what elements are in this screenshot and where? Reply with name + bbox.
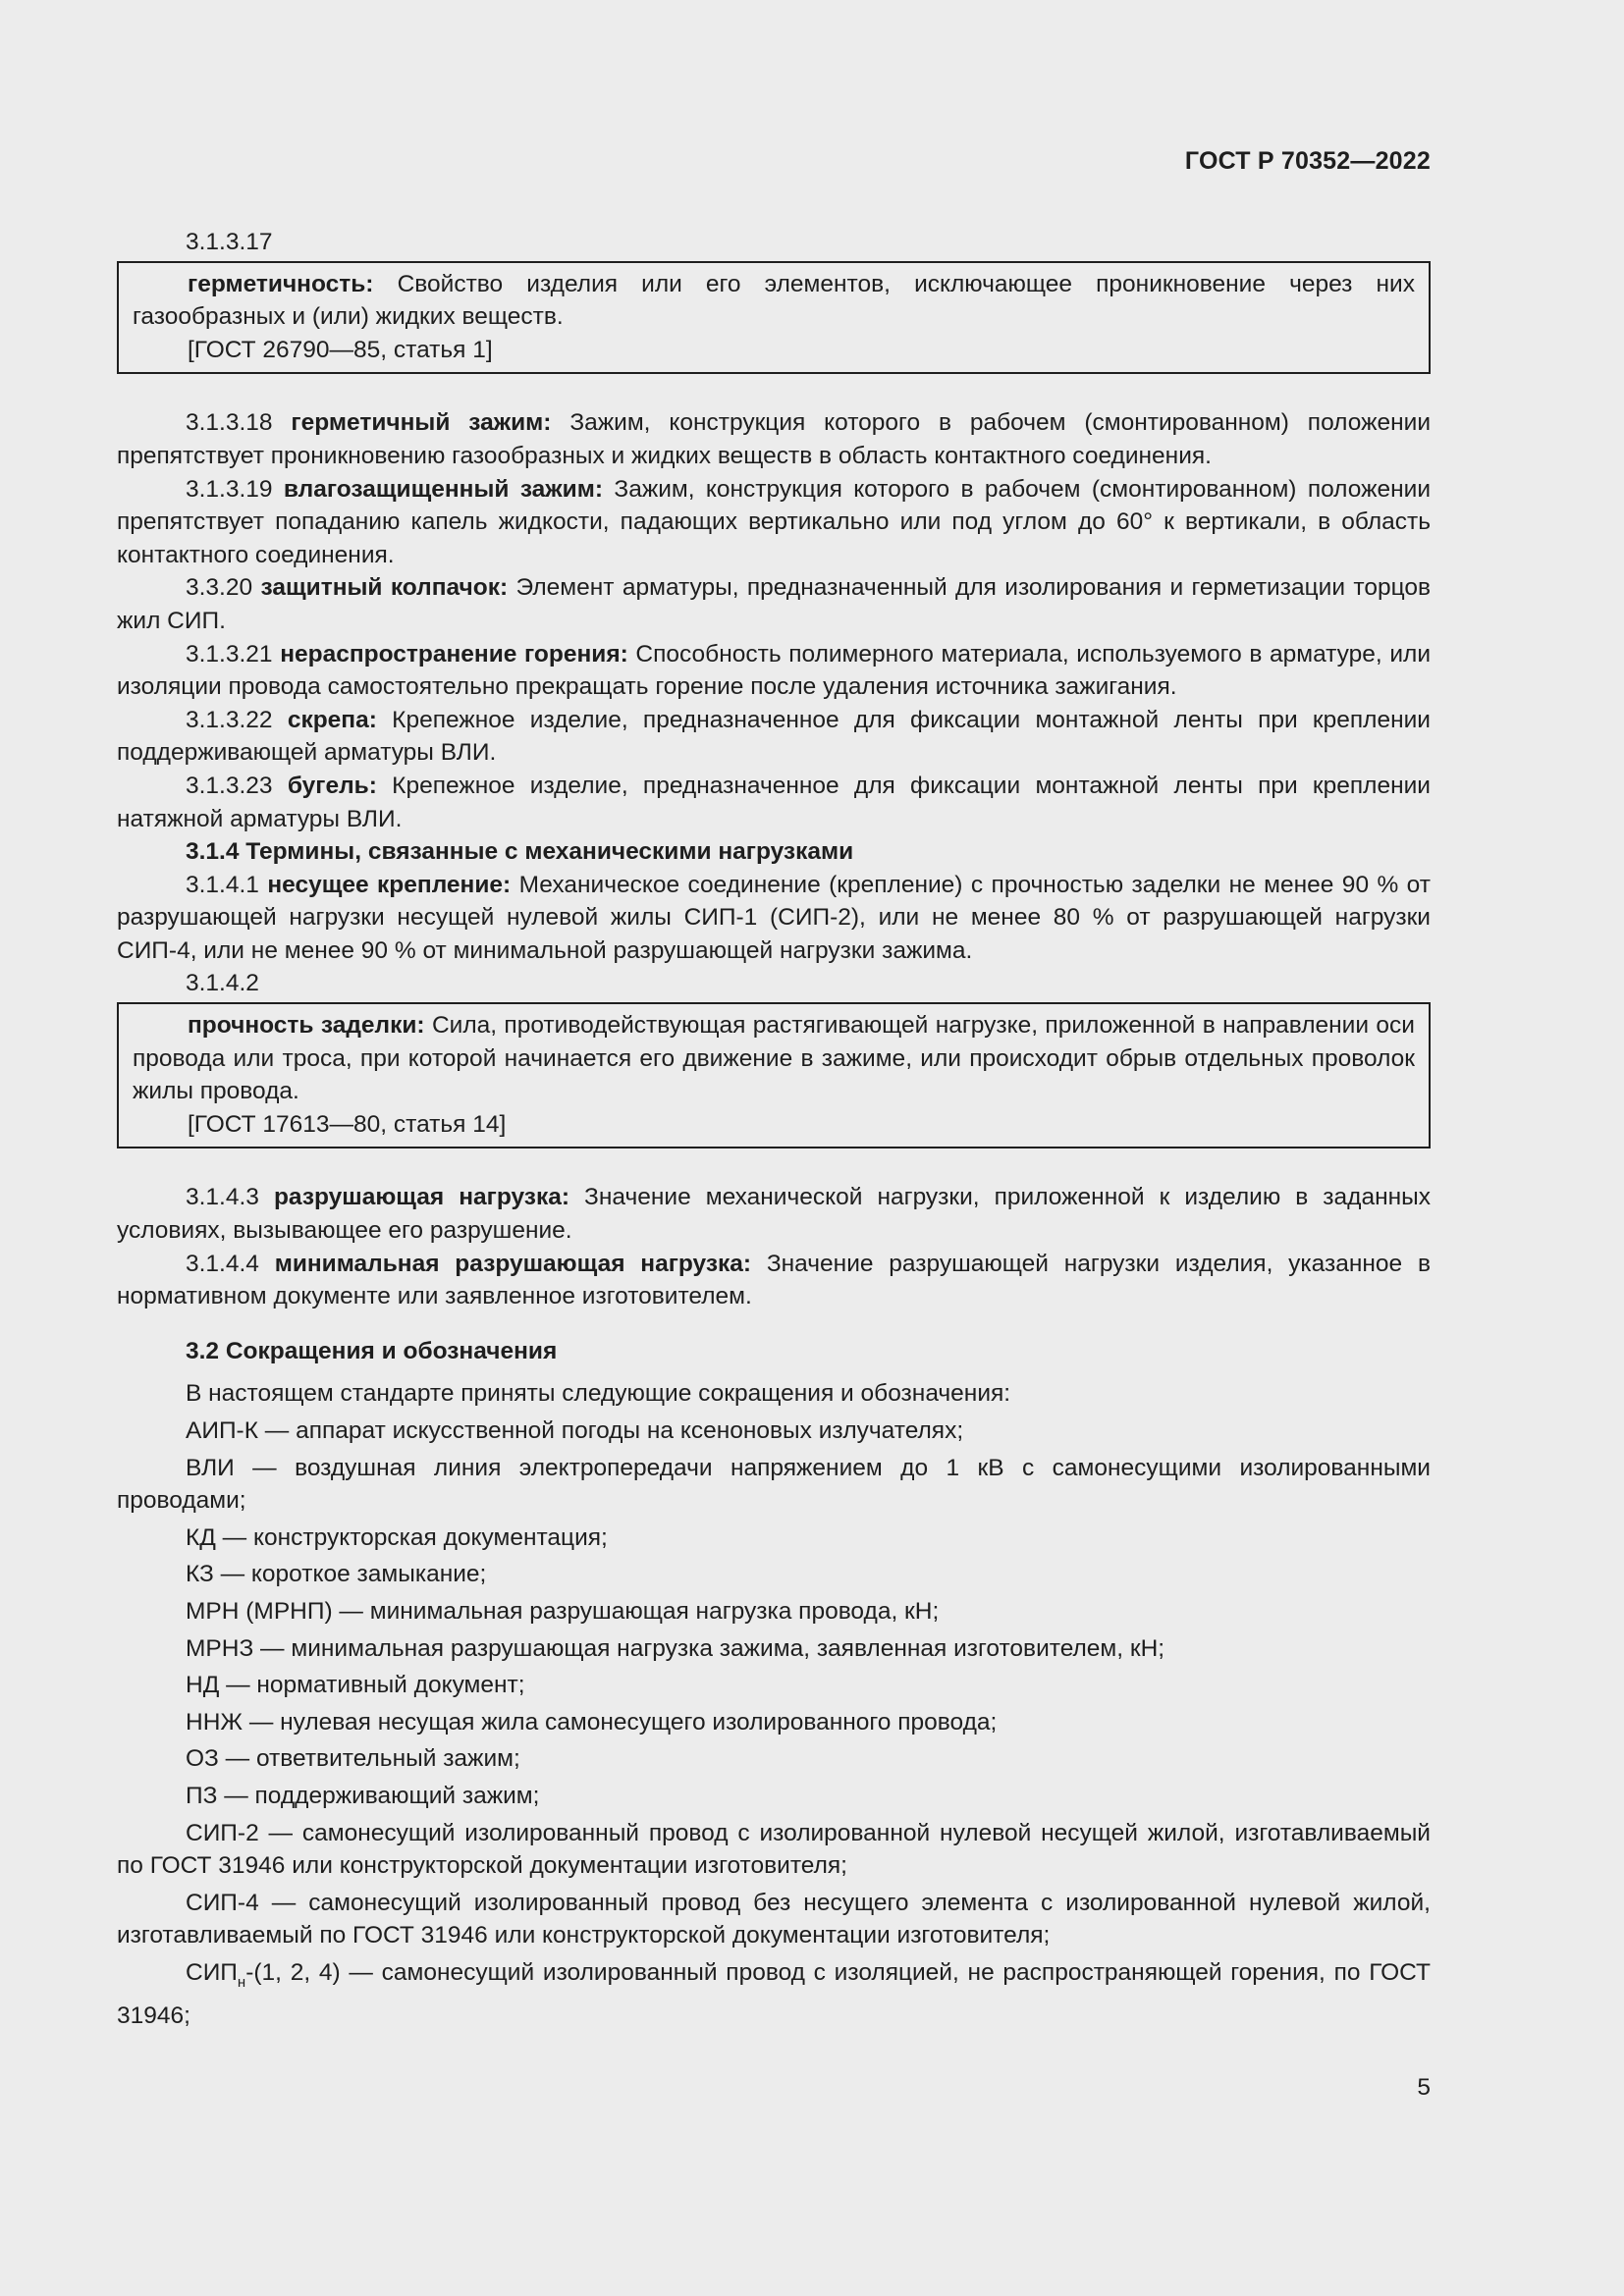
term-number: 3.1.4.4 [186, 1250, 275, 1277]
definitions-group-2 [117, 1181, 1431, 1312]
term: герметичность: [188, 270, 374, 297]
definition-text: Сила, противодействующая растягивающей нагрузке, приложенной в направлении оси провода или троса, при которой начинается его движение в зажиме, или происходит обрыв отдельных проволок жилы провода. [133, 1012, 1415, 1105]
page-number: 5 [1417, 2074, 1431, 2101]
abbreviation-item: МРН (МРНП) — минимальная разрушающая нагрузка провода, кН; [186, 1597, 940, 1625]
cited-definition [133, 268, 1415, 334]
term: нераспространение горения: [280, 640, 628, 667]
definition-item [117, 571, 1431, 637]
abbreviation-item: АИП-К — аппарат искусственной погоды на ксеноновых излучателях; [186, 1417, 964, 1444]
source-reference: [ГОСТ 26790—85, статья 1] [188, 336, 493, 363]
section-heading: 3.1.4 Термины, связанные с механическими нагрузками [186, 838, 854, 866]
term-number: 3.1.4.3 [186, 1184, 274, 1211]
term-number: 3.1.3.18 [186, 409, 292, 437]
definition-item [117, 473, 1431, 572]
abbreviation-item: ОЗ — ответвительный зажим; [186, 1745, 520, 1773]
definition-text: Значение разрушающей нагрузки изделия, указанное в нормативном документе или заявленное изготовителем. [117, 1250, 1431, 1310]
abbreviation-item: ВЛИ — воздушная линия электропередачи напряжением до 1 кВ с самонесущими изолированными проводами; [117, 1454, 1431, 1515]
abbreviation-item: МРНЗ — минимальная разрушающая нагрузка зажима, заявленная изготовителем, кН; [186, 1634, 1165, 1662]
definition-text: Свойство изделия или его элементов, исключающее проникновение через них газообразных и (или) жидких веществ. [133, 270, 1415, 331]
abbreviations-list [117, 1377, 1431, 2032]
term: прочность заделки: [188, 1012, 425, 1040]
definition-item [117, 704, 1431, 770]
definition-text: Значение механической нагрузки, приложенной к изделию в заданных условиях, вызывающее его разрушение. [117, 1184, 1431, 1245]
term: герметичный зажим: [291, 409, 552, 437]
definition-item [117, 869, 1431, 968]
definition-item [117, 1181, 1431, 1247]
abbr-subscript: н [237, 1973, 246, 1991]
term: бугель: [287, 772, 377, 799]
abbr-term: СИП [186, 1958, 238, 1986]
definition-text: Механическое соединение (крепление) с прочностью заделки не менее 90 % от разрушающей нагрузки несущей нулевой жилы СИП-1 (СИП-2), или не менее 80 % от разрушающей нагрузки СИП-4, или не менее 90 % от минимальной разрушающей нагрузки зажима. [117, 871, 1431, 964]
definition-text: Способность полимерного материала, используемого в арматуре, или изоляции провода самостоятельно прекращать горение после удаления источника зажигания. [117, 640, 1432, 701]
abbr-text: -(1, 2, 4) — самонесущий изолированный провод с изоляцией, не распространяющей горения, по ГОСТ 31946; [117, 1958, 1431, 2029]
abbreviation-item: КЗ — короткое замыкание; [186, 1561, 487, 1588]
definition-item [117, 638, 1431, 704]
definition-text: Зажим, конструкция которого в рабочем (смонтированном) положении препятствует проникновению газообразных и жидких веществ в область контактного соединения. [117, 409, 1432, 469]
definition-text: Зажим, конструкция которого в рабочем (смонтированном) положении препятствует попаданию капель жидкости, падающих вертикально или под углом до 60° к вертикали, в область контактного соединения. [117, 475, 1432, 568]
term: скрепа: [287, 706, 377, 733]
cited-definition [133, 1009, 1415, 1108]
cited-term-box [117, 1002, 1431, 1148]
term-number: 3.1.3.19 [186, 475, 284, 503]
definition-item [117, 770, 1431, 835]
term-number: 3.1.4.2 [186, 970, 259, 997]
term-number: 3.1.3.21 [186, 640, 281, 667]
term-number: 3.1.3.23 [186, 772, 288, 799]
abbreviation-item: ННЖ — нулевая несущая жила самонесущего изолированного провода; [186, 1708, 998, 1735]
term: защитный колпачок: [260, 574, 509, 602]
abbreviation-item: НД — нормативный документ; [186, 1672, 525, 1699]
term: несущее крепление: [267, 871, 512, 898]
abbreviation-item: СИП-2 — самонесущий изолированный провод с изолированной нулевой несущей жилой, изготавливаемый по ГОСТ 31946 или конструкторской документации изготовителя; [117, 1819, 1431, 1880]
definitions-group-1 [117, 406, 1431, 1000]
term-number: 3.3.20 [186, 574, 261, 602]
page-content [117, 226, 1431, 2032]
definition-item [117, 406, 1431, 472]
definition-text: Элемент арматуры, предназначенный для изолирования и герметизации торцов жил СИП. [117, 574, 1431, 634]
term-number: 3.1.3.22 [186, 706, 288, 733]
term: влагозащищенный зажим: [283, 475, 604, 503]
document-header: ГОСТ Р 70352—2022 [1184, 147, 1431, 175]
source-reference: [ГОСТ 17613—80, статья 14] [188, 1110, 507, 1138]
cited-term-box [117, 261, 1431, 375]
term-number: 3.1.4.1 [186, 871, 268, 898]
term: минимальная разрушающая нагрузка: [274, 1250, 752, 1277]
definition-text: Крепежное изделие, предназначенное для фиксации монтажной ленты при креплении натяжной арматуры ВЛИ. [117, 772, 1431, 832]
definition-text: Крепежное изделие, предназначенное для фиксации монтажной ленты при креплении поддерживающей арматуры ВЛИ. [117, 706, 1431, 767]
section-heading: 3.2 Сокращения и обозначения [186, 1337, 558, 1364]
term-number: 3.1.3.17 [186, 229, 273, 255]
abbreviation-item: КД — конструкторская документация; [186, 1523, 608, 1551]
abbreviation-item: СИП-4 — самонесущий изолированный провод без несущего элемента с изолированной нулевой жилой, изготавливаемый по ГОСТ 31946 или конструкторской документации изготовителя; [117, 1889, 1431, 1949]
abbreviation-item: ПЗ — поддерживающий зажим; [186, 1782, 540, 1809]
definition-item [117, 1248, 1431, 1313]
abbreviations-intro: В настоящем стандарте приняты следующие сокращения и обозначения: [186, 1380, 1011, 1408]
term: разрушающая нагрузка: [273, 1184, 570, 1211]
abbreviation-item [117, 1956, 1431, 2032]
